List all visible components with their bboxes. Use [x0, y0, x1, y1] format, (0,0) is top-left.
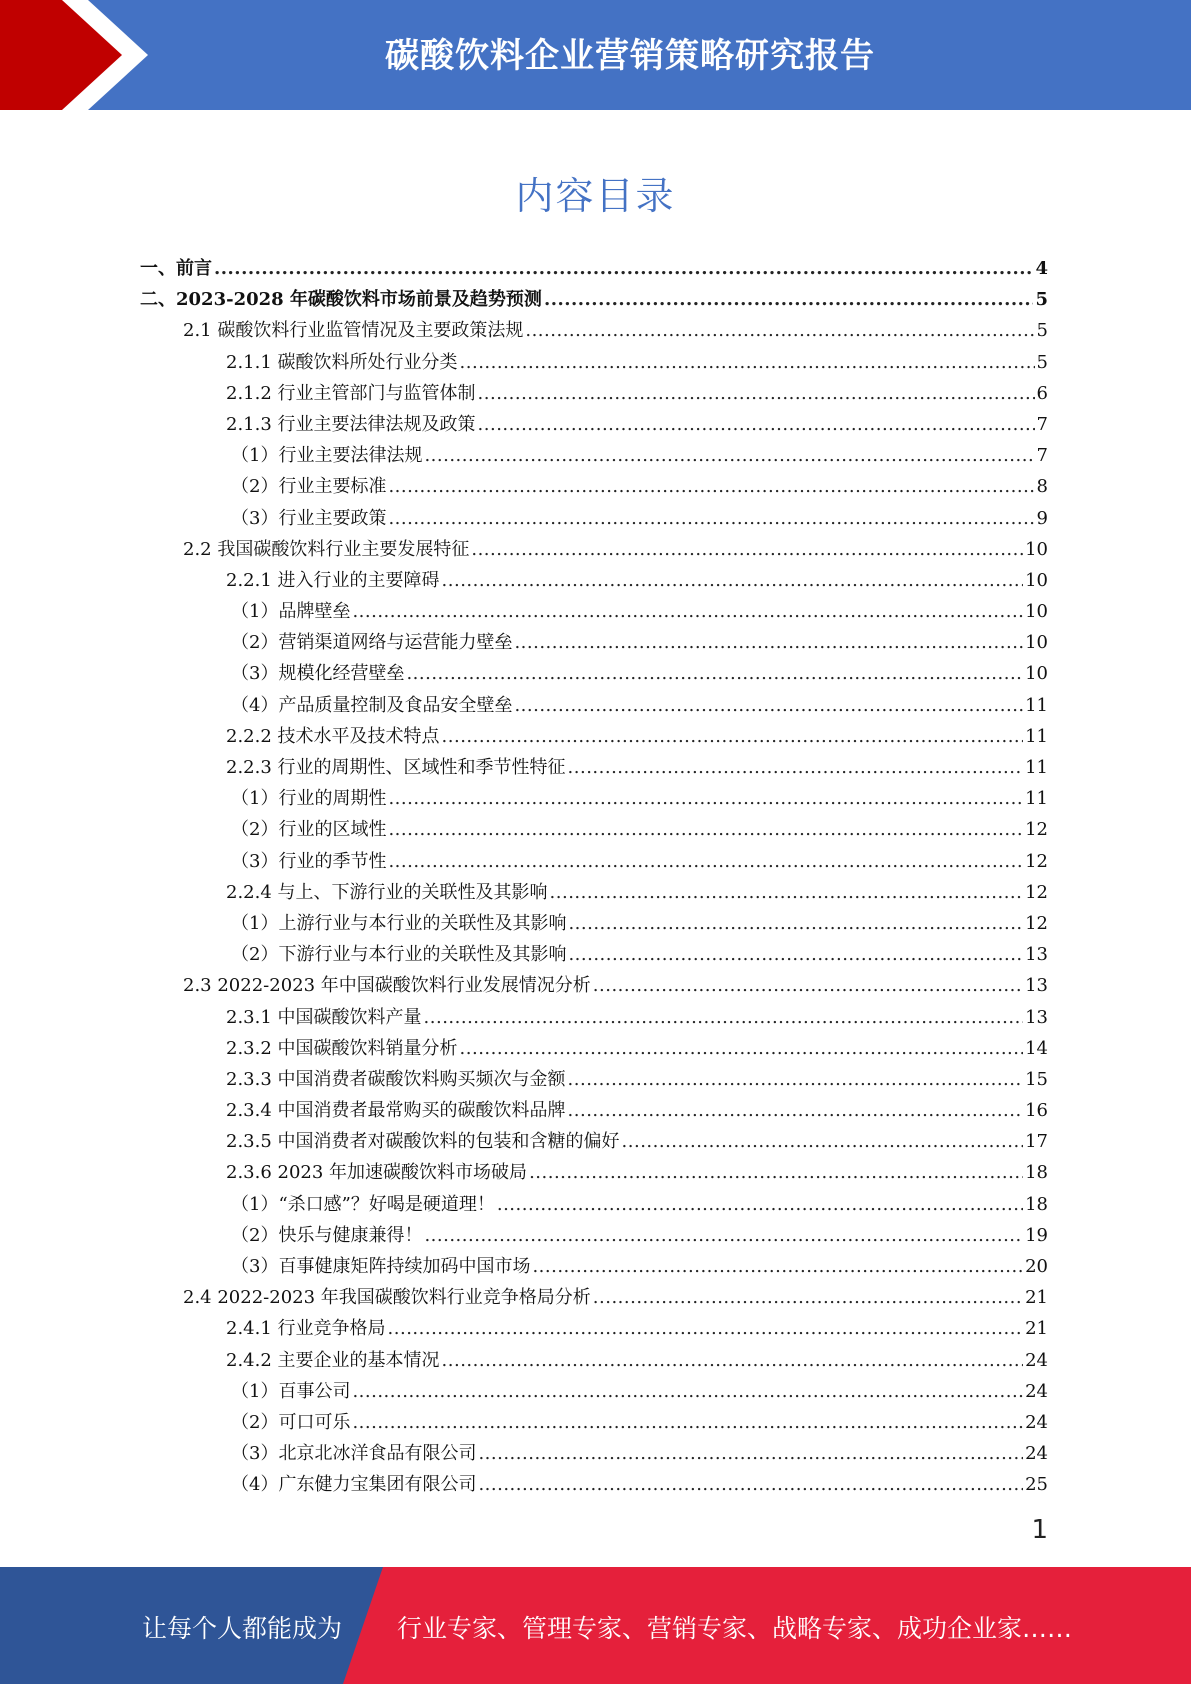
- toc-entry-page: 24: [1025, 1411, 1048, 1433]
- toc-entry-page: 24: [1025, 1380, 1048, 1402]
- toc-entry-page: 25: [1025, 1474, 1048, 1496]
- toc-entry-title: 2.2.1 进入行业的主要障碍: [226, 569, 440, 591]
- toc-entry-title: 2.2.2 技术水平及技术特点: [226, 725, 440, 747]
- toc-entry[interactable]: [140, 409, 1048, 440]
- toc-entry[interactable]: [140, 970, 1048, 1001]
- toc-entry[interactable]: [140, 565, 1048, 596]
- toc-entry-page: 5: [1036, 320, 1048, 342]
- toc-dot-leader: [442, 721, 1024, 752]
- toc-entry-page: 7: [1036, 445, 1048, 467]
- toc-dot-leader: [352, 1376, 1023, 1407]
- toc-entry[interactable]: [140, 908, 1048, 939]
- toc-entry-page: 19: [1025, 1224, 1048, 1246]
- toc-entry-page: 7: [1036, 413, 1048, 435]
- toc-entry[interactable]: [140, 846, 1048, 877]
- toc-entry-title: （3）百事健康矩阵持续加码中国市场: [231, 1256, 531, 1277]
- toc-entry-title: 2.1.3 行业主要法律法规及政策: [226, 413, 476, 435]
- toc-entry-title: （1）百事公司: [231, 1380, 351, 1402]
- toc-entry-title: （2）营销渠道网络与运营能力壁垒: [231, 632, 513, 654]
- toc-dot-leader: [568, 752, 1024, 783]
- toc-entry[interactable]: [140, 721, 1048, 752]
- toc-entry-page: 17: [1025, 1131, 1048, 1153]
- toc-entry-page: 12: [1025, 850, 1048, 872]
- toc-entry-page: 18: [1025, 1193, 1048, 1215]
- toc-entry[interactable]: [140, 783, 1048, 814]
- toc-entry-title: 2.3.4 中国消费者最常购买的碳酸饮料品牌: [226, 1100, 566, 1122]
- toc-entry-title: 2.2 我国碳酸饮料行业主要发展特征: [183, 538, 470, 560]
- toc-dot-leader: [478, 409, 1035, 440]
- toc-entry[interactable]: [140, 1189, 1048, 1220]
- toc-entry-page: 24: [1025, 1443, 1048, 1465]
- toc-dot-leader: [497, 1189, 1023, 1220]
- toc-entry-title: 2.4.1 行业竞争格局: [226, 1318, 386, 1340]
- toc-entry[interactable]: [140, 378, 1048, 409]
- toc-entry-page: 13: [1025, 944, 1048, 966]
- toc-entry-title: （1）上游行业与本行业的关联性及其影响: [231, 912, 567, 934]
- toc-entry-page: 6: [1036, 382, 1048, 404]
- toc-entry-page: 9: [1036, 507, 1048, 529]
- toc-entry-title: 2.4.2 主要企业的基本情况: [226, 1349, 440, 1371]
- toc-dot-leader: [388, 1313, 1024, 1344]
- toc-entry[interactable]: [140, 939, 1048, 970]
- toc-entry[interactable]: [140, 1002, 1048, 1033]
- toc-entry-page: 12: [1025, 819, 1048, 841]
- toc-dot-leader: [514, 627, 1023, 658]
- toc-dot-leader: [214, 253, 1033, 284]
- toc-entry[interactable]: [140, 1095, 1048, 1126]
- toc-entry-page: 8: [1036, 476, 1048, 498]
- toc-dot-leader: [442, 1345, 1024, 1376]
- toc-dot-leader: [544, 284, 1034, 315]
- toc-entry-page: 16: [1025, 1100, 1048, 1122]
- toc-dot-leader: [471, 534, 1023, 565]
- toc-dot-leader: [388, 471, 1034, 502]
- toc-entry-title: （4）广东健力宝集团有限公司: [231, 1474, 477, 1496]
- toc-entry-title: （3）规模化经营壁垒: [231, 663, 405, 685]
- toc-entry-title: 2.3 2022-2023 年中国碳酸饮料行业发展情况分析: [183, 975, 591, 997]
- toc-dot-leader: [514, 690, 1023, 721]
- toc-entry-title: （1）行业的周期性: [231, 788, 387, 810]
- toc-entry[interactable]: [140, 1220, 1048, 1251]
- toc-dot-leader: [532, 1251, 1023, 1282]
- toc-entry-title: 2.2.4 与上、下游行业的关联性及其影响: [226, 881, 548, 903]
- toc-entry-title: 2.3.1 中国碳酸饮料产量: [226, 1006, 422, 1028]
- toc-entry[interactable]: [140, 627, 1048, 658]
- toc-entry-page: 10: [1025, 569, 1048, 591]
- report-title: 碳酸饮料企业营销策略研究报告: [385, 36, 875, 76]
- toc-entry[interactable]: [140, 471, 1048, 502]
- toc-entry-title: （4）产品质量控制及食品安全壁垒: [231, 694, 513, 716]
- toc-entry[interactable]: [140, 534, 1048, 565]
- toc-entry-page: 12: [1025, 881, 1048, 903]
- toc-entry[interactable]: [140, 752, 1048, 783]
- toc-entry[interactable]: [140, 1407, 1048, 1438]
- toc-entry-title: 2.1 碳酸饮料行业监管情况及主要政策法规: [183, 320, 524, 342]
- toc-entry-title: 2.3.6 2023 年加速碳酸饮料市场破局: [226, 1162, 528, 1184]
- toc-entry[interactable]: [140, 1469, 1048, 1500]
- header-band: [0, 0, 1191, 110]
- toc-entry[interactable]: [140, 1313, 1048, 1344]
- toc-dot-leader: [593, 970, 1023, 1001]
- toc-entry-page: 24: [1025, 1349, 1048, 1371]
- toc-dot-leader: [388, 503, 1034, 534]
- toc-entry[interactable]: [140, 877, 1048, 908]
- toc-entry-title: 2.3.5 中国消费者对碳酸饮料的包装和含糖的偏好: [226, 1131, 620, 1153]
- toc-entry-title: （1）品牌壁垒: [231, 601, 351, 623]
- toc-entry-title: 2.4 2022-2023 年我国碳酸饮料行业竞争格局分析: [183, 1287, 591, 1309]
- toc-entry-title: （2）行业主要标准: [231, 476, 387, 498]
- toc-entry-page: 14: [1025, 1037, 1048, 1059]
- toc-entry-title: （2）行业的区域性: [231, 819, 387, 841]
- toc-entry-page: 20: [1025, 1256, 1048, 1277]
- toc-entry[interactable]: [140, 1282, 1048, 1313]
- toc-entry-title: 二、2023-2028 年碳酸饮料市场前景及趋势预测: [140, 289, 542, 311]
- toc-entry-page: 10: [1025, 663, 1048, 685]
- toc-dot-leader: [424, 440, 1034, 471]
- toc-entry-page: 5: [1035, 289, 1048, 311]
- toc-entry-title: 2.3.2 中国碳酸饮料销量分析: [226, 1037, 458, 1059]
- page-number: 1: [1031, 1515, 1048, 1545]
- toc-dot-leader: [478, 378, 1035, 409]
- toc-entry[interactable]: [140, 253, 1048, 284]
- toc-entry-page: 4: [1035, 258, 1048, 279]
- toc-dot-leader: [424, 1220, 1023, 1251]
- toc-dot-leader: [478, 1438, 1023, 1469]
- toc-entry-title: 2.1.2 行业主管部门与监管体制: [226, 382, 476, 404]
- toc-entry[interactable]: [140, 284, 1048, 315]
- toc-entry[interactable]: [140, 1345, 1048, 1376]
- toc-entry-page: 10: [1025, 538, 1048, 560]
- footer-band: [0, 1567, 1191, 1684]
- toc-entry-page: 18: [1025, 1162, 1048, 1184]
- toc-entry[interactable]: [140, 347, 1048, 378]
- toc-heading: 内容目录: [515, 174, 676, 218]
- toc-entry-title: （2）可口可乐: [231, 1411, 351, 1433]
- toc-dot-leader: [568, 1095, 1024, 1126]
- toc-dot-leader: [529, 1157, 1023, 1188]
- toc-entry-title: （3）行业主要政策: [231, 507, 387, 529]
- toc-entry-page: 11: [1025, 757, 1048, 778]
- toc-entry-title: （3）北京北冰洋食品有限公司: [231, 1443, 477, 1465]
- toc-dot-leader: [406, 658, 1023, 689]
- toc-entry-title: （1）行业主要法律法规: [231, 445, 423, 467]
- toc-entry-page: 21: [1025, 1318, 1048, 1340]
- toc-dot-leader: [352, 596, 1023, 627]
- toc-entry-title: （2）下游行业与本行业的关联性及其影响: [231, 944, 567, 966]
- toc-entry-title: 2.2.3 行业的周期性、区域性和季节性特征: [226, 757, 566, 778]
- toc-entry[interactable]: [140, 1251, 1048, 1282]
- toc-dot-leader: [478, 1469, 1023, 1500]
- table-of-contents: [140, 253, 1048, 1501]
- toc-entry[interactable]: [140, 503, 1048, 534]
- toc-dot-leader: [424, 1002, 1024, 1033]
- toc-entry[interactable]: [140, 315, 1048, 346]
- toc-entry-page: 12: [1025, 912, 1048, 934]
- toc-entry-page: 11: [1025, 725, 1048, 747]
- footer-slogan-right: 行业专家、管理专家、营销专家、战略专家、成功企业家……: [397, 1614, 1073, 1643]
- toc-entry[interactable]: [140, 1126, 1048, 1157]
- toc-entry[interactable]: [140, 1376, 1048, 1407]
- toc-dot-leader: [388, 814, 1023, 845]
- toc-entry[interactable]: [140, 658, 1048, 689]
- toc-dot-leader: [622, 1126, 1024, 1157]
- toc-dot-leader: [388, 846, 1023, 877]
- toc-dot-leader: [568, 1064, 1024, 1095]
- toc-dot-leader: [460, 347, 1035, 378]
- footer-slogan-left: 让每个人都能成为: [142, 1614, 343, 1643]
- toc-entry-title: （1）“杀口感”？好喝是硬道理！: [231, 1193, 495, 1215]
- toc-entry-title: 2.3.3 中国消费者碳酸饮料购买频次与金额: [226, 1068, 566, 1090]
- toc-entry-page: 10: [1025, 632, 1048, 654]
- toc-dot-leader: [460, 1033, 1024, 1064]
- toc-entry[interactable]: [140, 440, 1048, 471]
- toc-entry-page: 15: [1025, 1068, 1048, 1090]
- toc-entry-page: 13: [1025, 975, 1048, 997]
- toc-entry[interactable]: [140, 1033, 1048, 1064]
- toc-entry[interactable]: [140, 690, 1048, 721]
- toc-entry[interactable]: [140, 1064, 1048, 1095]
- toc-entry-page: 21: [1025, 1287, 1048, 1309]
- toc-entry-title: 一、前言: [140, 258, 212, 279]
- toc-entry-title: （2）快乐与健康兼得！: [231, 1224, 423, 1246]
- toc-entry-page: 11: [1025, 694, 1048, 716]
- toc-dot-leader: [568, 908, 1023, 939]
- toc-entry[interactable]: [140, 1157, 1048, 1188]
- toc-entry[interactable]: [140, 1438, 1048, 1469]
- toc-entry[interactable]: [140, 596, 1048, 627]
- toc-dot-leader: [442, 565, 1024, 596]
- toc-entry-page: 5: [1036, 351, 1048, 373]
- toc-dot-leader: [352, 1407, 1023, 1438]
- toc-dot-leader: [550, 877, 1024, 908]
- toc-entry-title: （3）行业的季节性: [231, 850, 387, 872]
- toc-dot-leader: [388, 783, 1023, 814]
- toc-dot-leader: [568, 939, 1023, 970]
- toc-entry-page: 11: [1025, 788, 1048, 810]
- toc-dot-leader: [525, 315, 1034, 346]
- toc-entry-page: 13: [1025, 1006, 1048, 1028]
- toc-entry[interactable]: [140, 814, 1048, 845]
- toc-entry-title: 2.1.1 碳酸饮料所处行业分类: [226, 351, 458, 373]
- toc-dot-leader: [593, 1282, 1023, 1313]
- toc-entry-page: 10: [1025, 601, 1048, 623]
